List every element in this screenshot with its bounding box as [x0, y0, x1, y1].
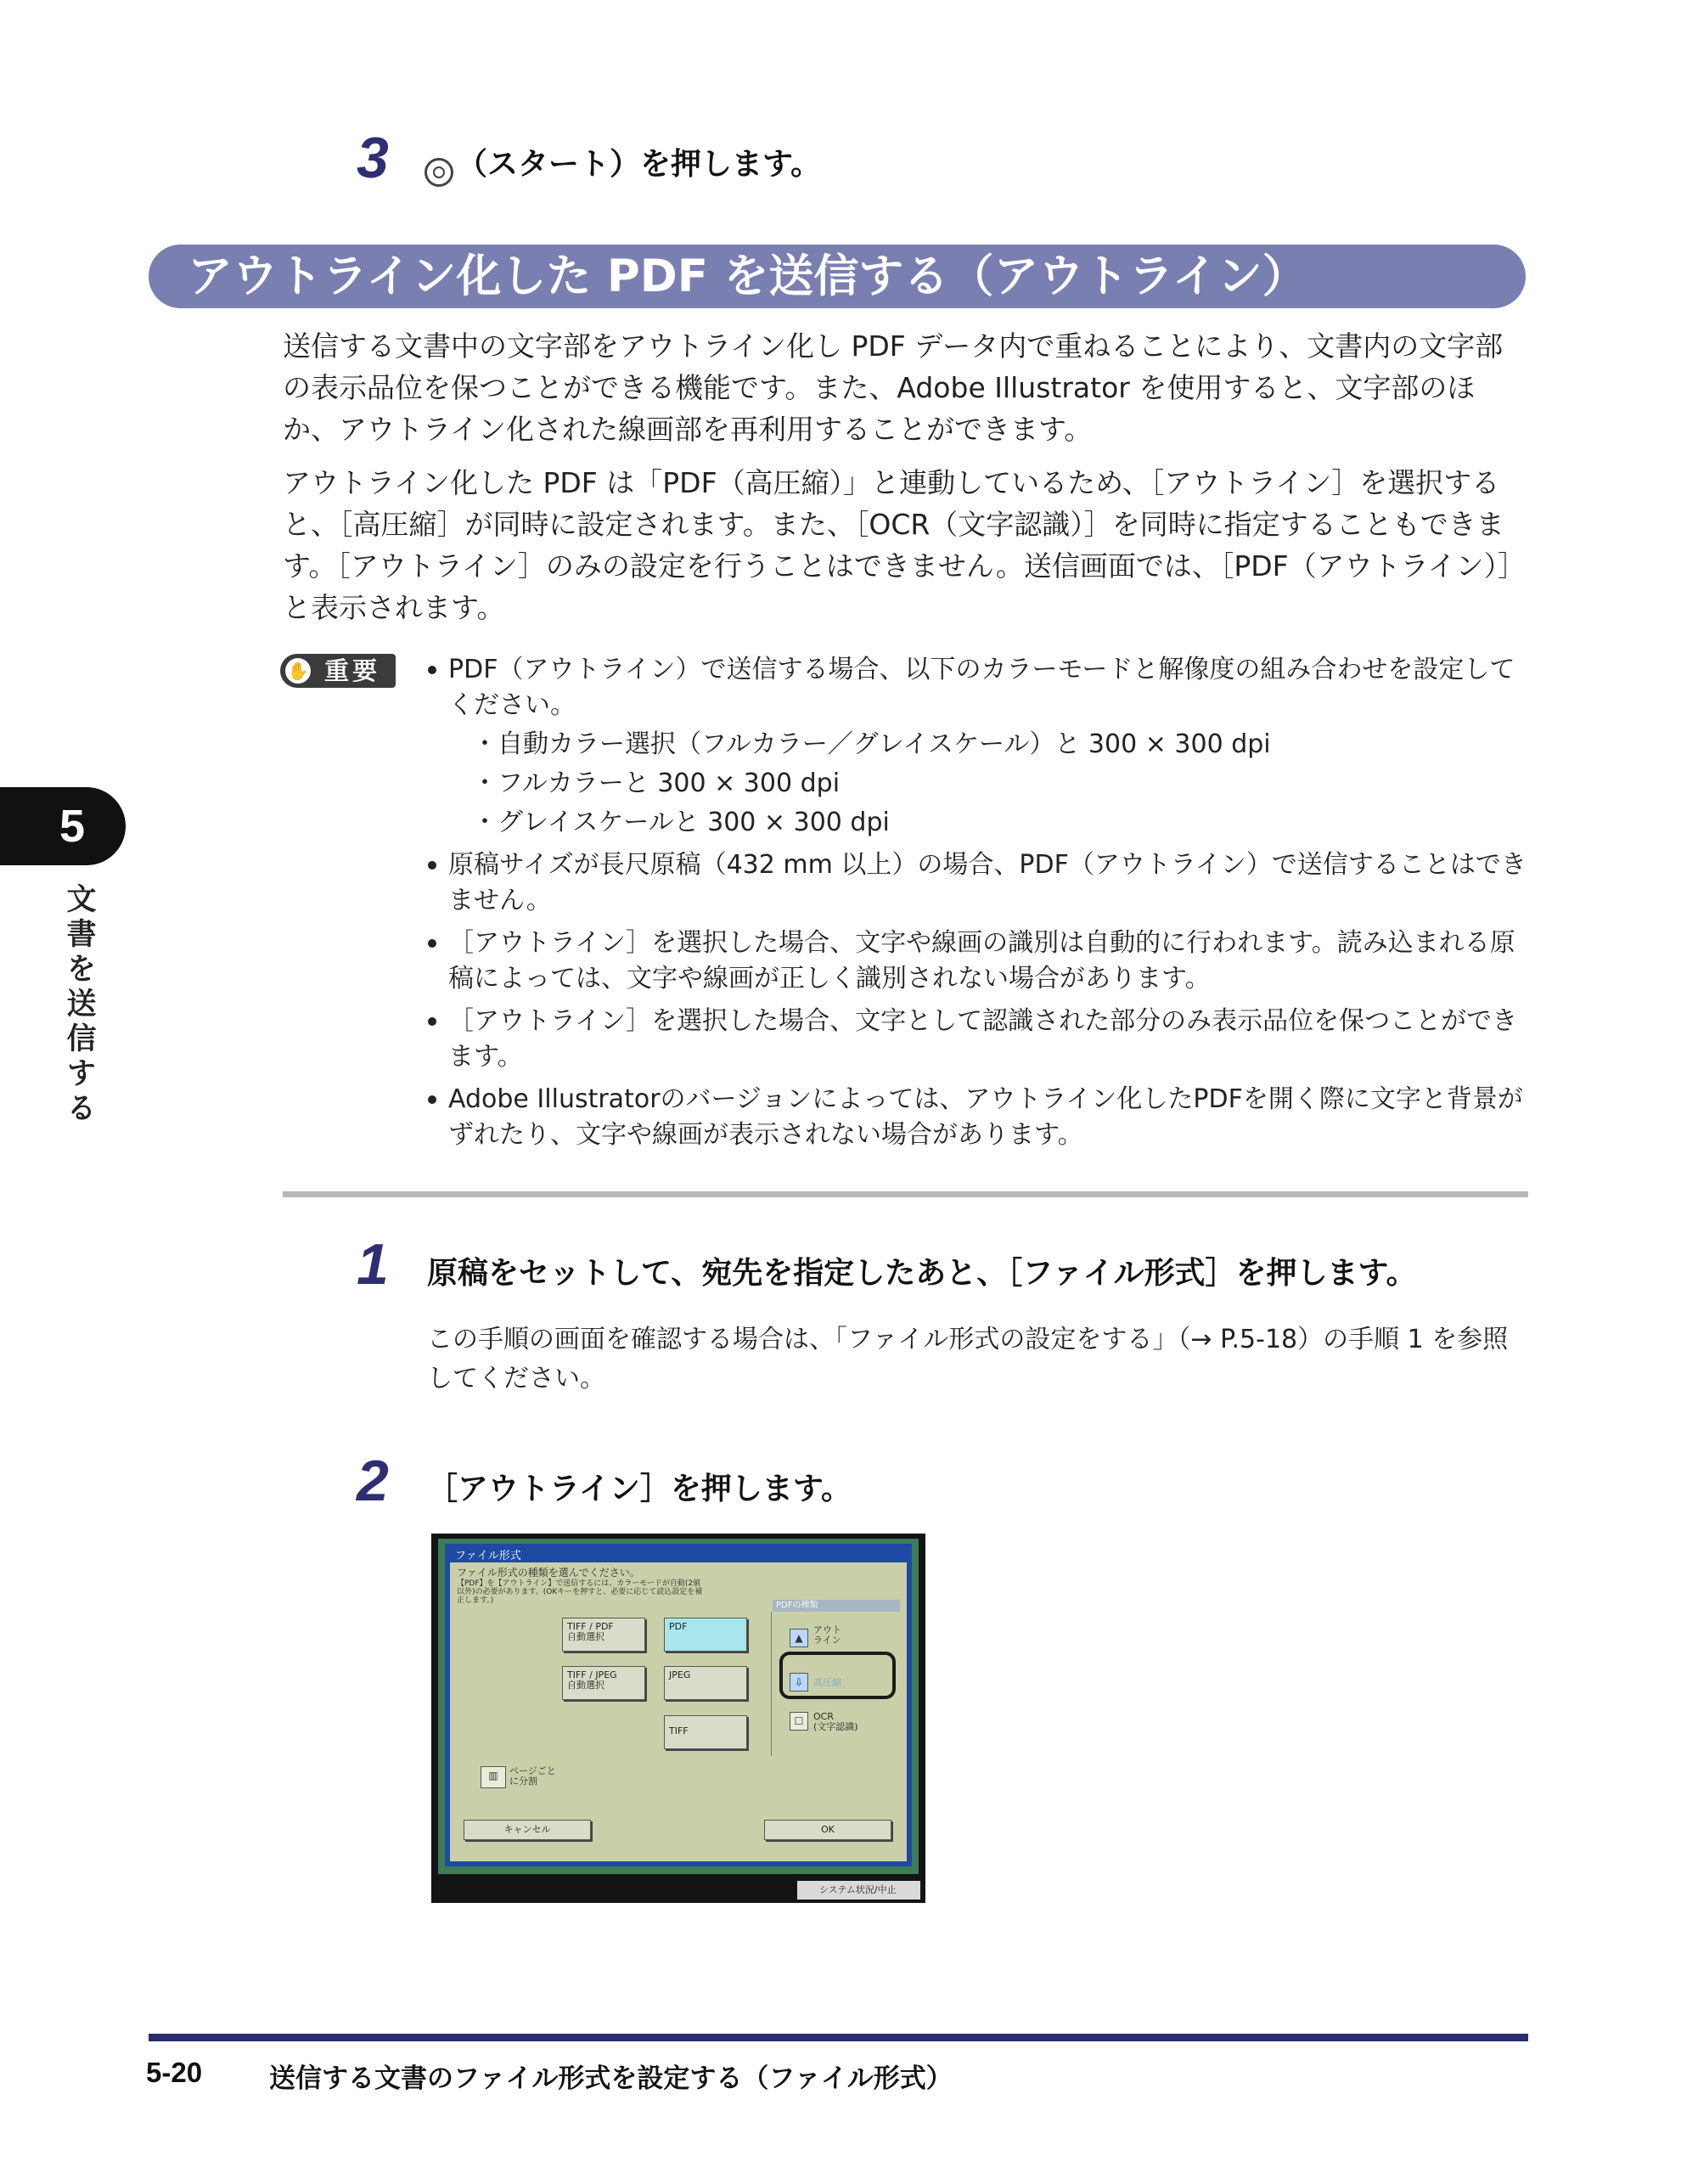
step-2-number: 2 — [357, 1449, 389, 1513]
lcd-window — [445, 1544, 912, 1866]
page-split-icon: ▥ — [481, 1766, 506, 1788]
note-item: ［アウトライン］を選択した場合、文字や線画の識別は自動的に行われます。読み込まれる原稿によっては、文字や線画が正しく識別されない場合があります。 — [424, 926, 1528, 997]
note-item: ［アウトライン］を選択した場合、文字として認識された部分のみ表示品位を保つことができます。 — [424, 1004, 1528, 1075]
page-number: 5-20 — [146, 2057, 203, 2088]
important-badge — [280, 654, 396, 688]
chapter-tab — [0, 787, 126, 865]
lcd-frame — [438, 1539, 919, 1874]
pdf-type-group-label: PDFの種類 — [773, 1600, 900, 1612]
section-title: アウトライン化した PDF を送信する（アウトライン） — [188, 250, 1307, 302]
step-3-number: 3 — [357, 126, 389, 190]
footer-rule — [149, 2034, 1528, 2041]
note-subitem: ・フルカラーと 300 × 300 dpi — [472, 768, 841, 798]
note-subitem: ・グレイスケールと 300 × 300 dpi — [472, 808, 890, 837]
step-2-title: ［アウトライン］を押します。 — [427, 1472, 852, 1506]
outline-icon: ▲ — [790, 1629, 808, 1647]
note-item: Adobe Illustratorのバージョンによっては、アウトライン化したPDFを開く際に文字と背景がずれたり、文字や線画が表示されない場合があります。 — [424, 1082, 1528, 1153]
outline-highlight — [779, 1652, 896, 1699]
ok-button[interactable]: OK — [764, 1820, 891, 1840]
note-subitem: ・自動カラー選択（フルカラー／グレイスケール）と 300 × 300 dpi — [472, 729, 1271, 759]
chapter-label: 文書を送信する — [62, 883, 96, 1127]
start-button-icon — [424, 158, 453, 187]
screen-instruction: ファイル形式の種類を選んでください。 — [457, 1567, 640, 1579]
intro-paragraph-2: アウトライン化した PDF は「PDF（高圧縮）」と連動しているため、［アウトライン］を選択すると、［高圧縮］が同時に設定されます。また、［OCR（文字認識）］を同時に指定することもできます。［アウトライン］のみの設定を行うことはできません。送信画面では、［PDF（アウトライン）］と表示されます。 — [283, 466, 1527, 624]
screen-title: ファイル形式 — [455, 1550, 521, 1562]
cancel-button[interactable]: キャンセル — [464, 1820, 591, 1840]
screen-note-1: 【PDF】を【アウトライン】で送信するには、カラーモードが自動(2値 — [457, 1579, 701, 1588]
page-split-option[interactable]: ページごと に分割 — [509, 1765, 556, 1787]
tiff-jpeg-auto-button[interactable]: TIFF / JPEG 自動選択 — [562, 1666, 645, 1700]
step-1-number: 1 — [357, 1232, 389, 1297]
step-3-text: （スタート）を押します。 — [457, 147, 822, 182]
footer-title: 送信する文書のファイル形式を設定する（ファイル形式） — [269, 2063, 953, 2094]
compress-icon: ⇩ — [790, 1673, 808, 1691]
section-divider — [283, 1191, 1528, 1197]
file-format-screen — [431, 1534, 925, 1903]
chapter-number: 5 — [59, 801, 86, 852]
step-3-title — [424, 146, 821, 187]
intro-paragraph-1: 送信する文書中の文字部をアウトライン化し PDF データ内で重ねることにより、文書内の文字部の表示品位を保つことができる機能です。また、Adobe Illustrator を使用すると、文字部のほか、アウトライン化された線画部を再利用することができます。 — [283, 329, 1504, 446]
important-label: 重要 — [324, 656, 381, 685]
pdf-button[interactable]: PDF — [664, 1618, 747, 1652]
screen-note-2: 以外)の必要があります。(OKキーを押すと、必要に応じて読込設定を補 — [457, 1588, 703, 1596]
note-item: 原稿サイズが長尺原稿（432 mm 以上）の場合、PDF（アウトライン）で送信することはできません。 — [424, 847, 1528, 919]
step-1-description: この手順の画面を確認する場合は、「ファイル形式の設定をする」（→ P.5-18）の手順 1 を参照してください。 — [427, 1325, 1509, 1393]
ocr-option[interactable]: OCR (文字認識) — [813, 1711, 858, 1732]
note-item — [424, 652, 1528, 841]
intro-text — [283, 325, 1528, 640]
important-notes — [424, 652, 1528, 1160]
jpeg-button[interactable]: JPEG — [664, 1666, 747, 1700]
screen-body — [450, 1562, 907, 1861]
step-1-title: 原稿をセットして、宛先を指定したあと、［ファイル形式］を押します。 — [427, 1256, 1417, 1291]
screen-note-3: 正します。) — [457, 1596, 494, 1605]
outline-option[interactable]: アウト ライン — [813, 1624, 841, 1646]
system-status-button[interactable]: システム状況/中止 — [797, 1881, 920, 1900]
section-banner — [149, 245, 1526, 308]
high-compression-option[interactable]: 高圧縮 — [813, 1677, 841, 1688]
hand-icon: ✋ — [285, 658, 311, 684]
tiff-button[interactable]: TIFF — [664, 1715, 747, 1749]
ocr-icon: ☐ — [790, 1712, 808, 1731]
tiff-pdf-auto-button[interactable]: TIFF / PDF 自動選択 — [562, 1618, 645, 1652]
status-bar — [431, 1877, 925, 1903]
note-text: PDF（アウトライン）で送信する場合、以下のカラーモードと解像度の組み合わせを設定してください。 — [448, 655, 1515, 720]
pdf-type-group-border — [771, 1612, 772, 1756]
